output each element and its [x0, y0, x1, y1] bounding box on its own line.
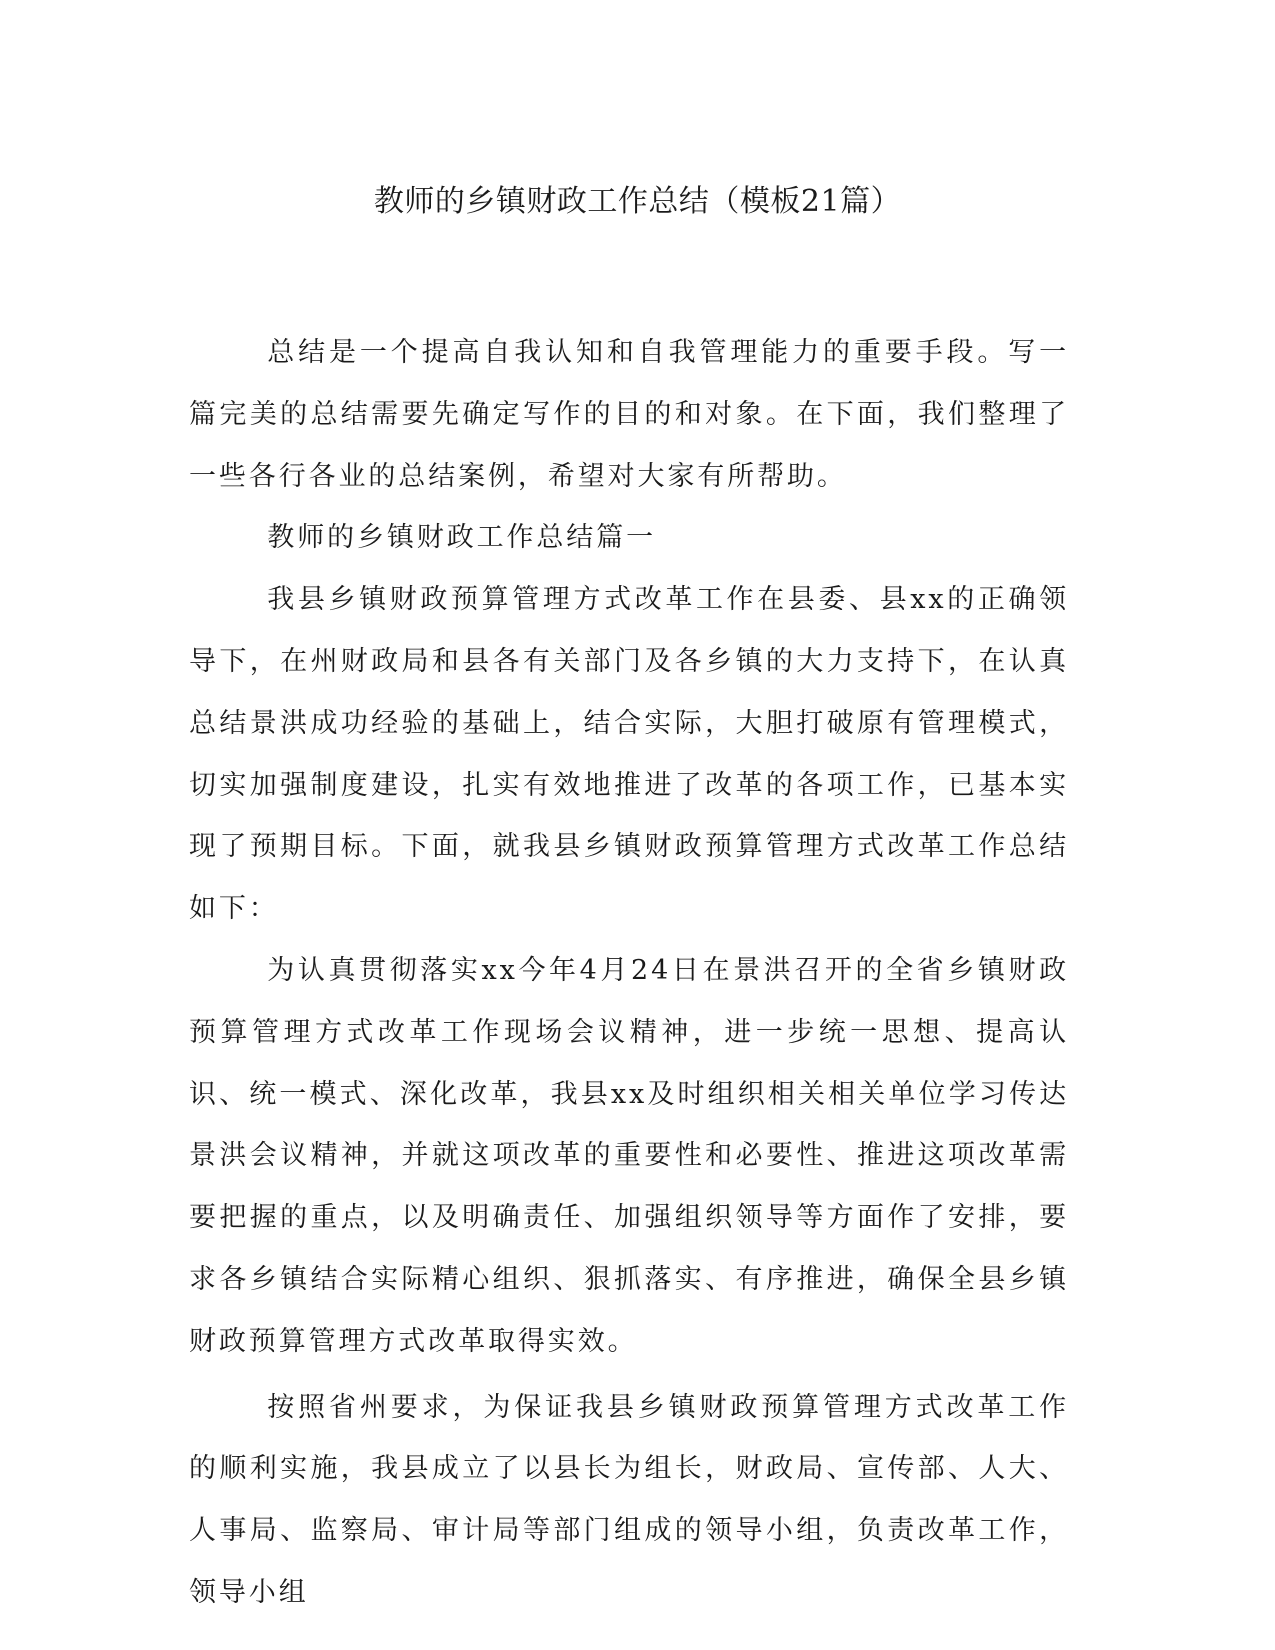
- intro-paragraph: 总结是一个提高自我认知和自我管理能力的重要手段。写一篇完美的总结需要先确定写作的目的和对象。在下面，我们整理了一些各行各业的总结案例，希望对大家有所帮助。: [189, 337, 1069, 492]
- body-paragraph: 我县乡镇财政预算管理方式改革工作在县委、县xx的正确领导下，在州财政局和县各有关部门及各乡镇的大力支持下，在认真总结景洪成功经验的基础上，结合实际，大胆打破原有管理模式，切实加强制度建设，扎实有效地推进了改革的各项工作，已基本实现了预期目标。下面，就我县乡镇财政预算管理方式改革工作总结如下：: [189, 584, 1069, 925]
- document-body: [189, 322, 1069, 1624]
- body-paragraph: 为认真贯彻落实xx今年4月24日在景洪召开的全省乡镇财政预算管理方式改革工作现场会议精神，进一步统一思想、提高认识、统一模式、深化改革，我县xx及时组织相关相关单位学习传达景洪会议精神，并就这项改革的重要性和必要性、推进这项改革需要把握的重点，以及明确责任、加强组织领导等方面作了安排，要求各乡镇结合实际精心组织、狠抓落实、有序推进，确保全县乡镇财政预算管理方式改革取得实效。: [189, 954, 1069, 1357]
- document-title: 教师的乡镇财政工作总结（模板21篇）: [373, 184, 902, 219]
- body-paragraph: 按照省州要求，为保证我县乡镇财政预算管理方式改革工作的顺利实施，我县成立了以县长为组长，财政局、宣传部、人大、人事局、监察局、审计局等部门组成的领导小组，负责改革工作，领导小组: [189, 1391, 1069, 1608]
- section-heading: 教师的乡镇财政工作总结篇一: [267, 522, 656, 554]
